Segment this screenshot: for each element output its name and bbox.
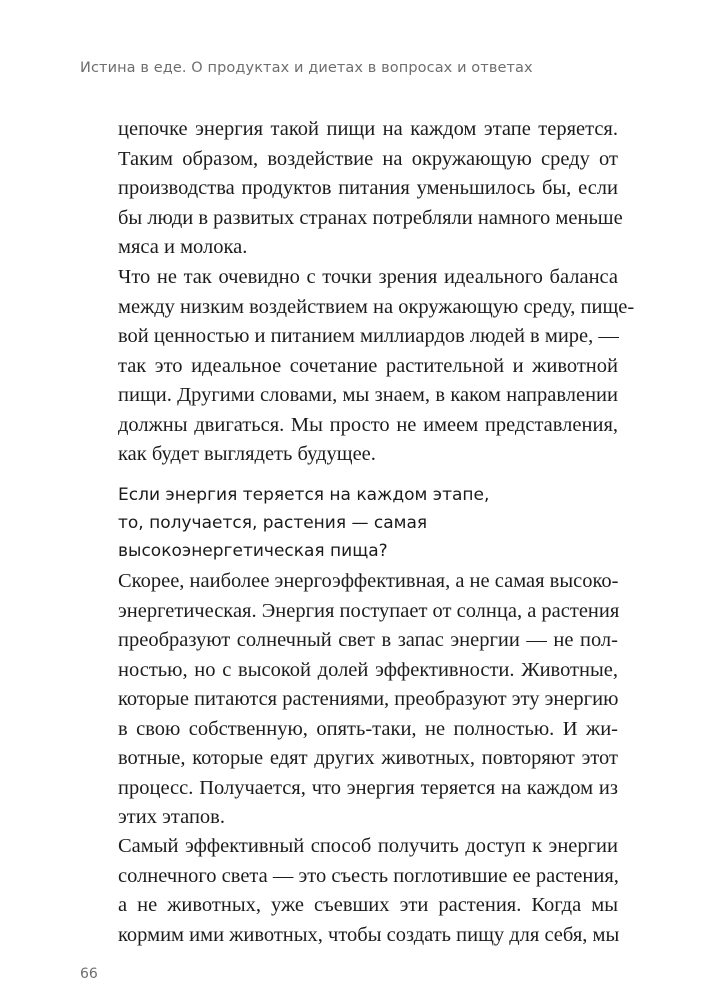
text-line: мяса и молока. xyxy=(118,236,248,258)
heading-line: то, получается, растения — самая xyxy=(118,513,428,533)
text-line: ностью, но с высокой долей эффективности. Животные, xyxy=(118,658,618,681)
paragraph-1 xyxy=(118,115,623,263)
answer-paragraph-2 xyxy=(118,832,618,950)
text-line: бы люди в развитых странах потребляли намного меньше xyxy=(118,206,623,229)
question-heading xyxy=(118,481,618,565)
paragraph-2 xyxy=(118,263,635,470)
text-line: солнечного света — это съесть поглотившие ее растения, xyxy=(118,864,619,887)
text-line: производства продуктов питания уменьшилось бы, если xyxy=(118,177,618,199)
text-line: так это идеальное сочетание растительной и животной xyxy=(118,354,618,377)
text-line: вотные, которые едят других животных, повторяют этот xyxy=(118,747,618,769)
answer-paragraph-1 xyxy=(118,567,618,833)
text-line: вой ценностью и питанием миллиардов людей в мире, — xyxy=(118,325,619,347)
heading-line: Если энергия теряется на каждом этапе, xyxy=(118,485,490,505)
text-line: в свою собственную, опять-таки, не полностью. И жи- xyxy=(118,717,618,740)
text-line: процесс. Получается, что энергия теряется на каждом из xyxy=(118,776,618,799)
page-number: 66 xyxy=(80,966,98,982)
text-line: должны двигаться. Мы просто не имеем представления, xyxy=(118,413,618,436)
text-line: этих этапов. xyxy=(118,806,225,828)
text-line: как будет выглядеть будущее. xyxy=(118,443,376,465)
text-line: кормим ими животных, чтобы создать пищу для себя, мы xyxy=(118,923,620,946)
text-line: а не животных, уже съевших эти растения. Когда мы xyxy=(118,894,618,916)
running-header: Истина в еде. О продуктах и диетах в вопросах и ответах xyxy=(80,60,533,76)
text-line: пищи. Другими словами, мы знаем, в каком направлении xyxy=(118,384,618,406)
text-line: между низким воздействием на окружающую среду, пище- xyxy=(118,295,635,318)
text-line: Скорее, наиболее энергоэффективная, а не самая высоко- xyxy=(118,570,619,592)
text-line: преобразуют солнечный свет в запас энергии — не пол- xyxy=(118,629,618,651)
text-line: Самый эффективный способ получить доступ к энергии xyxy=(118,835,618,857)
text-line: Что не так очевидно с точки зрения идеального баланса xyxy=(118,266,618,288)
text-line: энергетическая. Энергия поступает от солнца, а растения xyxy=(118,599,620,622)
text-line: цепочке энергия такой пищи на каждом этапе теряется. xyxy=(118,118,618,140)
text-line: Таким образом, воздействие на окружающую среду от xyxy=(118,147,618,170)
text-line: которые питаются растениями, преобразуют эту энергию xyxy=(118,688,619,710)
heading-line: высокоэнергетическая пища? xyxy=(118,541,388,561)
